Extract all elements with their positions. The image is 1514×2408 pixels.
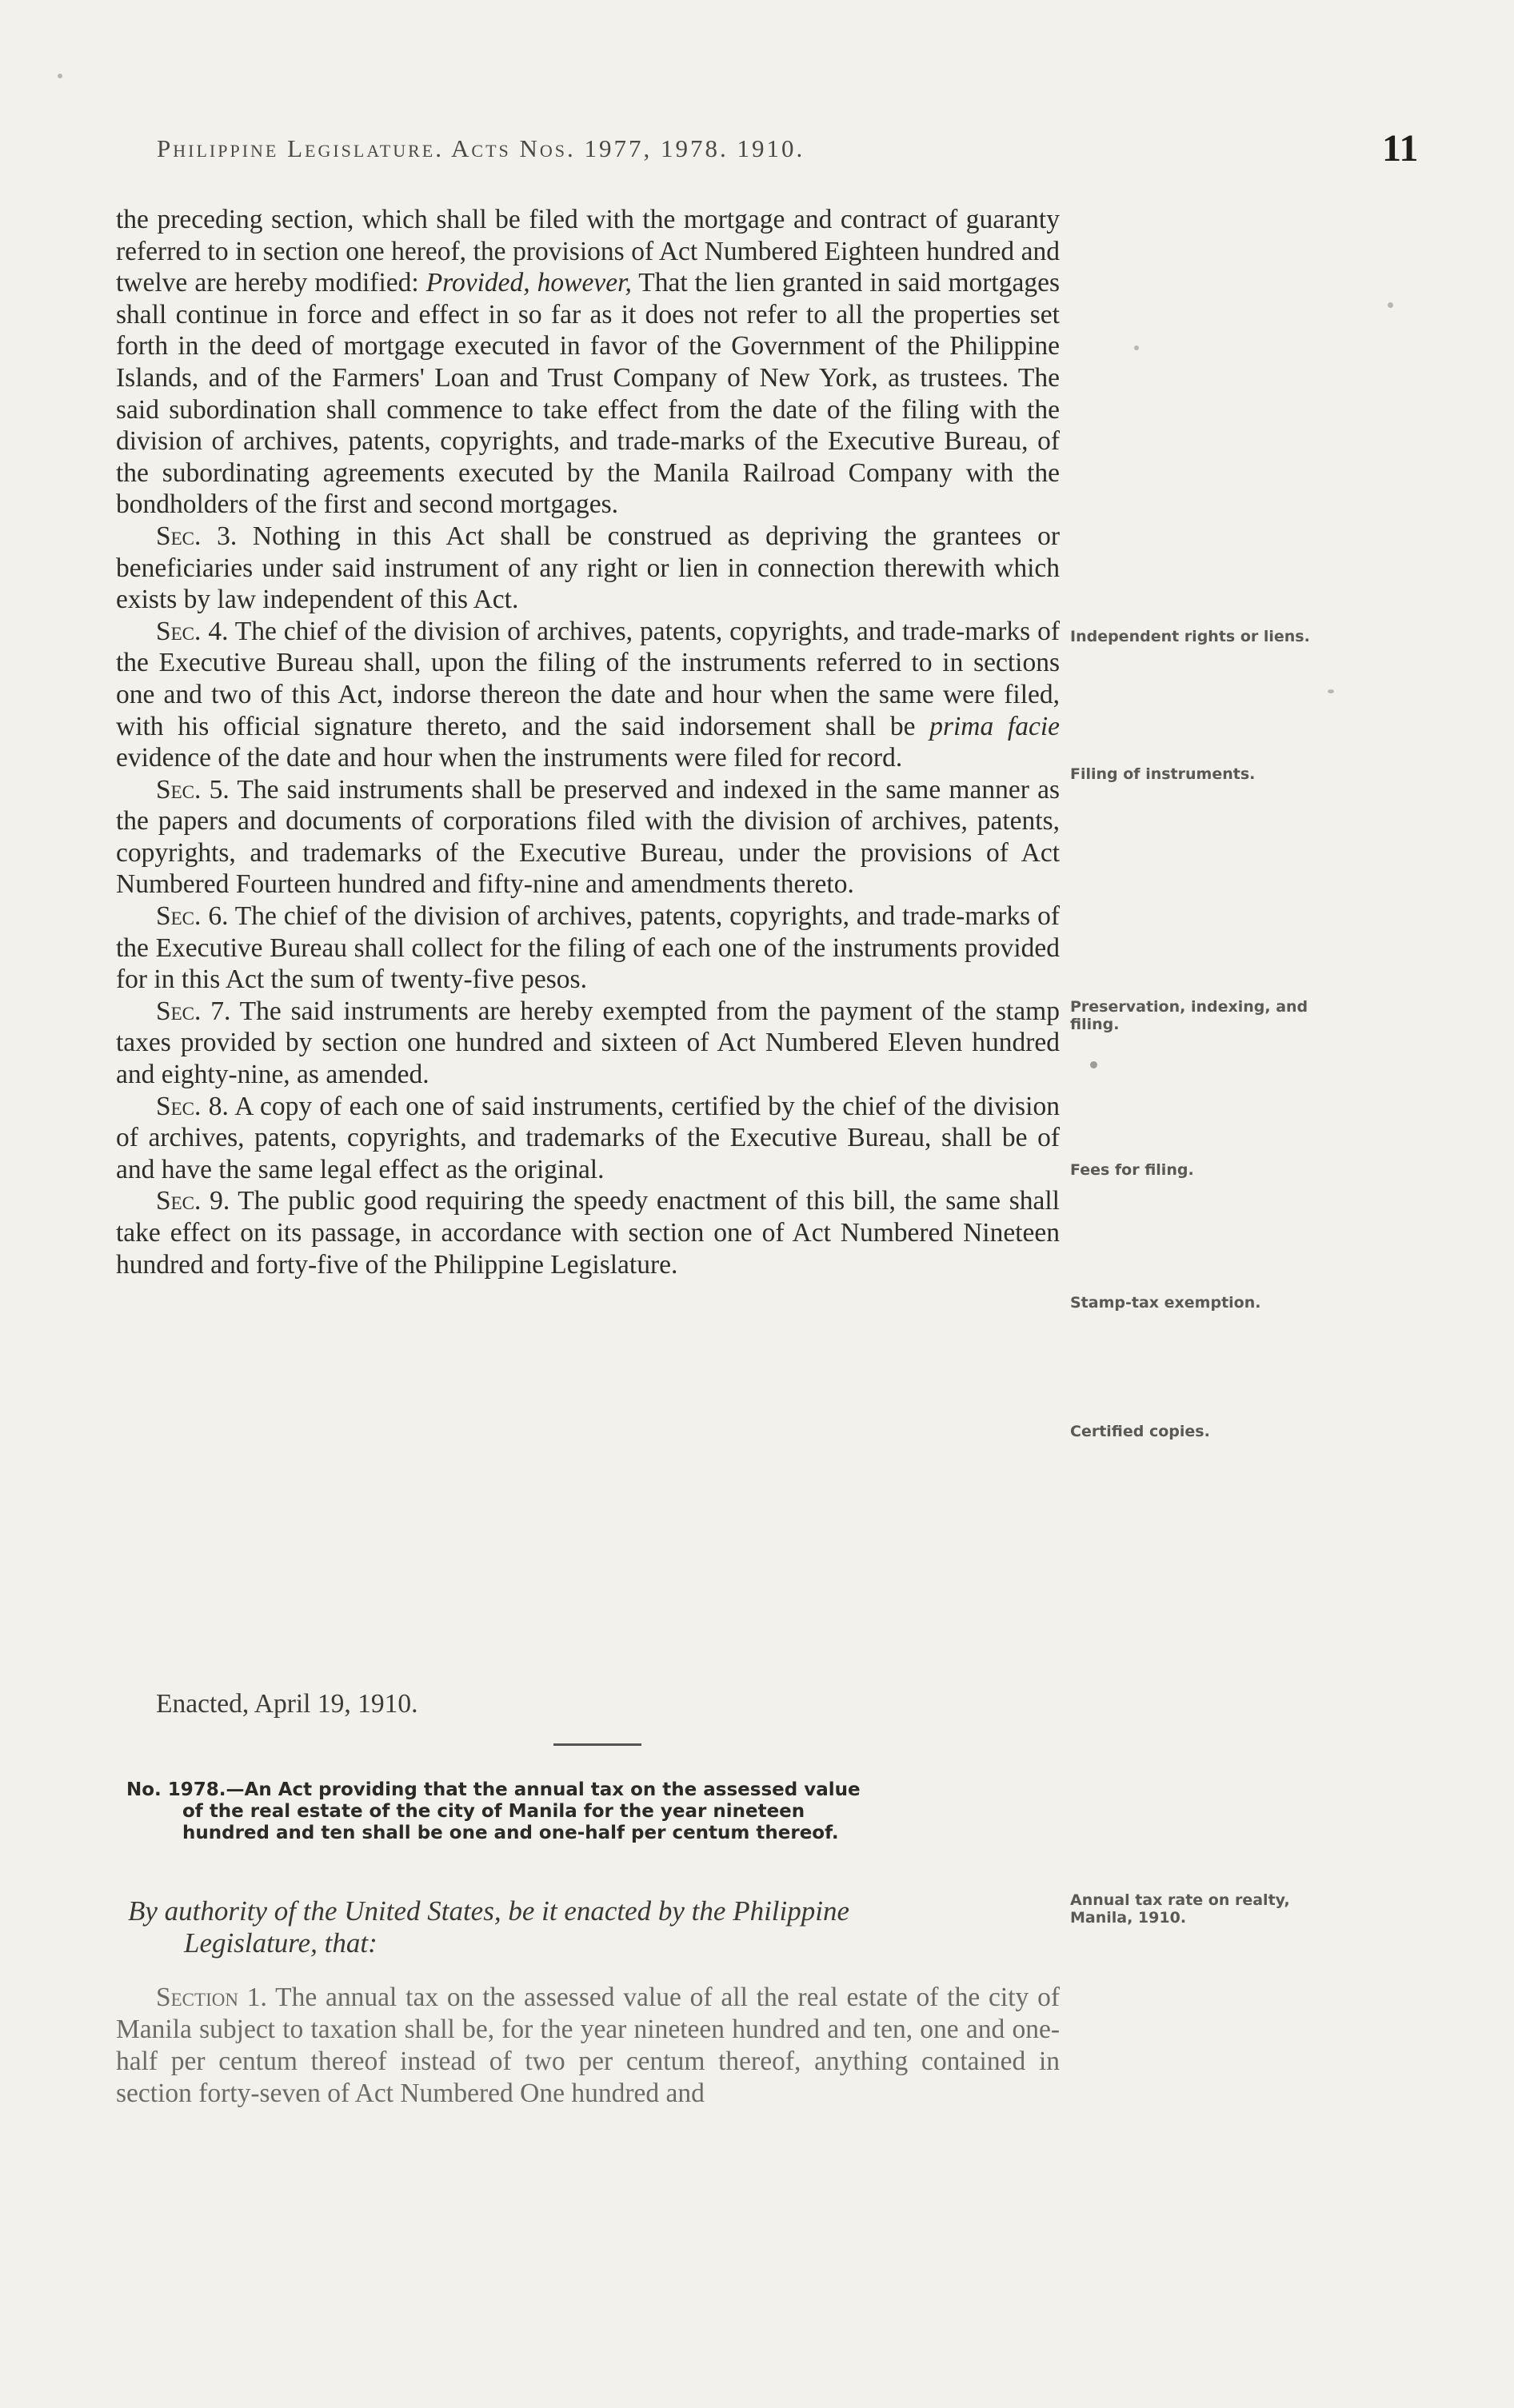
section-6 [116, 901, 1060, 996]
section-text: The chief of the division of archives, patents, copyrights, and trade-marks of the Executive Bureau shall collect for the filing of each one of the instruments provided for in this Act the sum of twenty-five pesos. [116, 901, 1060, 995]
act-1978-section-1 [116, 1982, 1060, 2110]
continuation-text: the preceding section, which shall be filed with the mortgage and contract of guaranty referred to in section one hereof, the provisions of Act Numbered Eighteen hundred and twelve are hereby modified: [116, 205, 1060, 298]
act-title-line-2: of the real estate of the city of Manila for the year nineteen [182, 1801, 805, 1822]
continuation-rest: That the lien granted in said mortgages shall continue in force and effect in so far as it does not refer to all the properties set forth in the deed of mortgage executed in favor of the Government of the Philippine Islands, and of the Farmers' Loan and Trust Company of New York, as trustees. The said subordination shall commence to take effect from the date of the filing with the division of archives, patents, copyrights, and trade-marks of the Executive Bureau, of the subordinating agreements executed by the Manila Railroad Company with the bondholders of the first and second mortgages. [116, 268, 1061, 520]
section-text: The chief of the division of archives, patents, copyrights, and trade-marks of the Executive Bureau shall, upon the filing of the instruments referred to in sections one and two of this Act, indorse thereon the date and hour when the same were filed, with his official signature thereto, and the said indorsement shall be [116, 616, 1060, 741]
act-title-line-1: —An Act providing that the annual tax on the assessed value [226, 1779, 861, 1800]
margin-note-stamp-tax: Stamp-tax exemption. [1070, 1294, 1261, 1312]
section-4 [116, 616, 1060, 774]
paper-speck [58, 74, 62, 78]
section-label: Sec. 8. [156, 1091, 229, 1121]
margin-note-preservation: Preservation, indexing, and filing. [1070, 998, 1308, 1033]
section-text: The annual tax on the assessed value of all the real estate of the city of Manila subject to taxation shall be, for the year nineteen hundred and ten, one and one-half per centum thereof instead of two per centum thereof, anything contained in section forty-seven of Act Numbered One hundred and [116, 1983, 1060, 2108]
section-text: The said instruments shall be preserved and indexed in the same manner as the papers and documents of corporations filed with the division of archives, patents, copyrights, and trademarks of the Executive Bureau, under the provisions of Act Numbered Fourteen hundred and fifty-nine and amendments thereto. [116, 774, 1060, 900]
enacting-clause [128, 1895, 1068, 1959]
body-text [116, 204, 1060, 1280]
section-label: Section 1. [156, 1983, 267, 2012]
paper-speck [1134, 345, 1139, 350]
paper-speck [1388, 302, 1393, 308]
section-divider [553, 1743, 641, 1746]
section-text-end: evidence of the date and hour when the instruments were filed for record. [116, 743, 903, 773]
act-heading [126, 1779, 1062, 1844]
paper-speck [1090, 1061, 1097, 1068]
enacting-clause-line-1: By authority of the United States, be it enacted by the Philippine [128, 1895, 850, 1927]
section-text: The said instruments are hereby exempted from the payment of the stamp taxes provided by section one hundred and sixteen of Act Numbered Eleven hundred and eighty-nine, as amended. [116, 996, 1060, 1090]
section-label: Sec. 9. [156, 1186, 230, 1216]
page-number: 11 [1382, 127, 1419, 170]
section-text: The public good requiring the speedy enactment of this bill, the same shall take effect on its passage, in accordance with section one of Act Numbered Nineteen hundred and forty-five of the Philippine Legislature. [116, 1186, 1060, 1280]
section-5 [116, 774, 1060, 901]
paper-speck [1328, 689, 1334, 693]
section-8 [116, 1091, 1060, 1186]
proviso-label: Provided, however, [425, 268, 632, 298]
section-text: Nothing in this Act shall be construed as depriving the grantees or beneficiaries under said instrument of any right or lien in connection therewith which exists by law independent of this Act. [116, 521, 1060, 615]
section-label: Sec. 5. [156, 774, 230, 805]
margin-note-certified-copies: Certified copies. [1070, 1423, 1210, 1440]
act-number: No. 1978. [126, 1779, 226, 1800]
section-label: Sec. 3. [156, 521, 238, 551]
margin-note-fees: Fees for filing. [1070, 1161, 1194, 1179]
section-9 [116, 1185, 1060, 1280]
act-title-line-3: hundred and ten shall be one and one-half per centum thereof. [182, 1823, 839, 1843]
enacting-clause-line-2: Legislature, that: [184, 1927, 378, 1959]
section-label: Sec. 6. [156, 901, 229, 932]
section-3 [116, 521, 1060, 616]
running-head: Philippine Legislature. Acts Nos. 1977, 1978. 1910. [157, 134, 805, 162]
section-text: A copy of each one of said instruments, certified by the chief of the division of archives, patents, copyrights, and trademarks of the Executive Bureau, shall be of and have the same legal effect as the original. [116, 1091, 1060, 1184]
margin-note-annual-tax: Annual tax rate on realty, Manila, 1910. [1070, 1891, 1290, 1927]
section-1-paragraph [116, 1982, 1060, 2110]
enacted-date: Enacted, April 19, 1910. [156, 1689, 418, 1719]
section-7 [116, 996, 1060, 1091]
section-italic: prima facie [929, 711, 1061, 741]
margin-note-independent-rights: Independent rights or liens. [1070, 628, 1310, 645]
margin-note-filing: Filing of instruments. [1070, 765, 1256, 783]
continuation-paragraph [116, 204, 1060, 521]
section-label: Sec. 7. [156, 996, 231, 1026]
section-label: Sec. 4. [156, 616, 229, 646]
